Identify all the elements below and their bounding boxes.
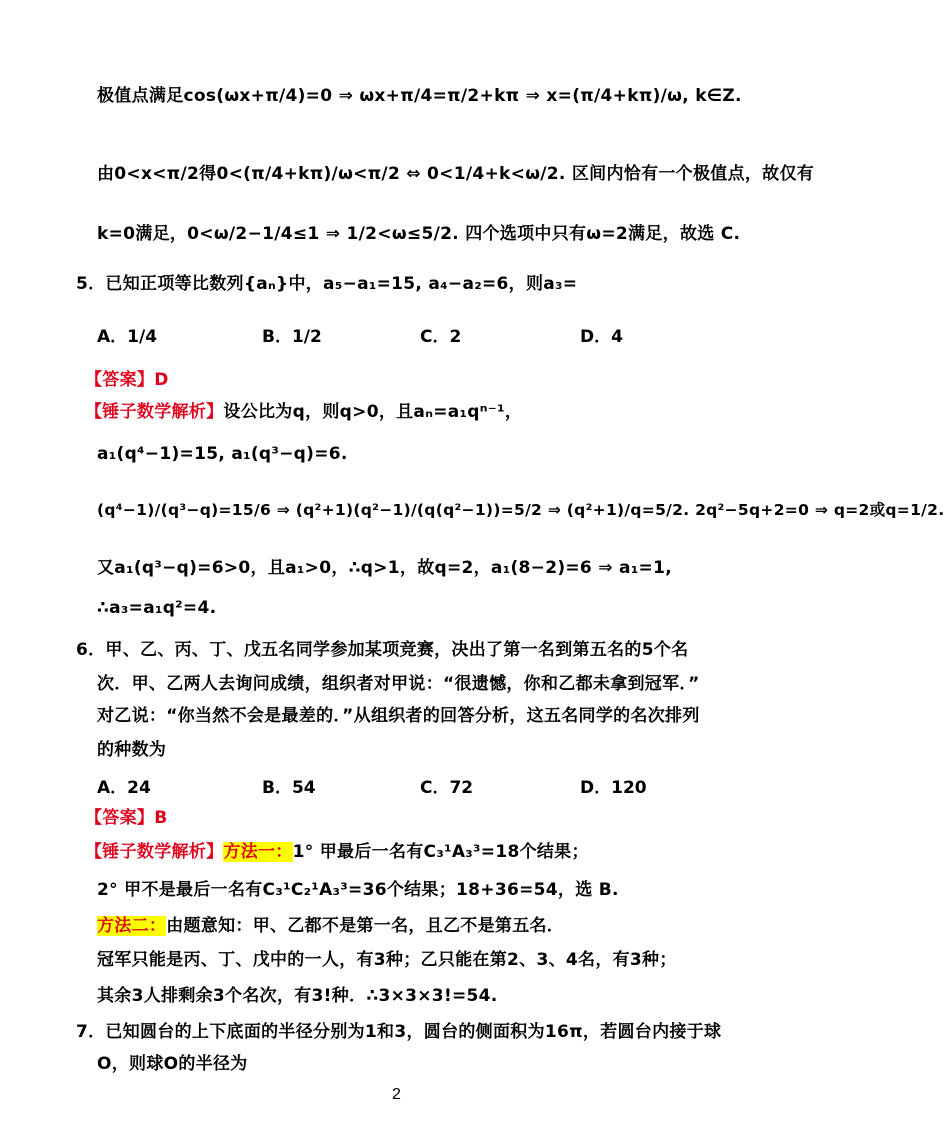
solution-tag: 【锤子数学解析】 [85, 842, 224, 862]
method-2-tag: 方法二： [97, 916, 167, 936]
solution-line [85, 842, 589, 862]
answer-tag: 【答案】B [85, 808, 168, 828]
solution-text: 由题意知：甲、乙都不是第一名，且乙不是第五名． [166, 916, 565, 936]
solution-line: (q⁴−1)/(q³−q)=15/6 ⇒ (q²+1)(q²−1)/(q(q²−1))=5/2 ⇒ (q²+1)/q=5/2. 2q²−5q+2=0 ⇒ q=2或q=1/2. [97, 501, 944, 519]
solution-text: 1° 甲最后一名有C₃¹A₃³=18个结果； [292, 842, 589, 862]
question-6-stem: 6．甲、乙、丙、丁、戊五名同学参加某项竞赛，决出了第一名到第五名的5个名 [76, 640, 689, 660]
question-6-stem: 次．甲、乙两人去询问成绩，组织者对甲说：“很遗憾，你和乙都未拿到冠军．” [97, 674, 700, 694]
q5-option-c: C．2 [420, 327, 462, 347]
solution-tag: 【锤子数学解析】 [85, 402, 224, 422]
q5-option-d: D．4 [580, 327, 623, 347]
solution-line: k=0满足，0<ω/2−1/4≤1 ⇒ 1/2<ω≤5/2. 四个选项中只有ω=2满足，故选 C. [97, 224, 741, 244]
answer-tag: 【答案】D [85, 370, 169, 390]
solution-line [97, 916, 564, 936]
q6-option-c: C．72 [420, 778, 474, 798]
question-7-stem: 7．已知圆台的上下底面的半径分别为1和3，圆台的侧面积为16π，若圆台内接于球 [76, 1022, 722, 1042]
solution-line: 其余3人排剩余3个名次，有3!种．∴3×3×3!=54. [97, 986, 498, 1006]
q6-option-d: D．120 [580, 778, 647, 798]
q6-option-b: B．54 [262, 778, 316, 798]
question-6-stem: 的种数为 [97, 740, 167, 760]
method-1-tag: 方法一： [223, 842, 293, 862]
solution-line: 又a₁(q³−q)=6>0，且a₁>0，∴q>1，故q=2，a₁(8−2)=6 ⇒ a₁=1, [97, 558, 672, 578]
page-number: 2 [392, 1086, 401, 1103]
question-6-stem: 对乙说：“你当然不会是最差的．”从组织者的回答分析，这五名同学的名次排列 [97, 706, 700, 726]
solution-line: 由0<x<π/2得0<(π/4+kπ)/ω<π/2 ⇔ 0<1/4+k<ω/2. 区间内恰有一个极值点，故仅有 [97, 164, 815, 184]
solution-line: 冠军只能是丙、丁、戊中的一人，有3种；乙只能在第2、3、4名，有3种； [97, 950, 677, 970]
solution-line: 极值点满足cos(ωx+π/4)=0 ⇒ ωx+π/4=π/2+kπ ⇒ x=(π/4+kπ)/ω, k∈Z. [97, 86, 742, 106]
question-7-stem: O，则球O的半径为 [97, 1054, 248, 1074]
q5-option-b: B．1/2 [262, 327, 322, 347]
question-5-stem: 5．已知正项等比数列{aₙ}中，a₅−a₁=15, a₄−a₂=6，则a₃= [76, 274, 578, 294]
solution-line: ∴a₃=a₁q²=4. [97, 598, 217, 618]
solution-line: a₁(q⁴−1)=15, a₁(q³−q)=6. [97, 444, 348, 464]
q6-option-a: A．24 [97, 778, 151, 798]
solution-line: 2° 甲不是最后一名有C₃¹C₂¹A₃³=36个结果；18+36=54，选 B. [97, 880, 619, 900]
solution-line [85, 402, 522, 422]
solution-text: 设公比为q，则q>0，且aₙ=a₁qⁿ⁻¹， [223, 402, 523, 422]
q5-option-a: A．1/4 [97, 327, 158, 347]
